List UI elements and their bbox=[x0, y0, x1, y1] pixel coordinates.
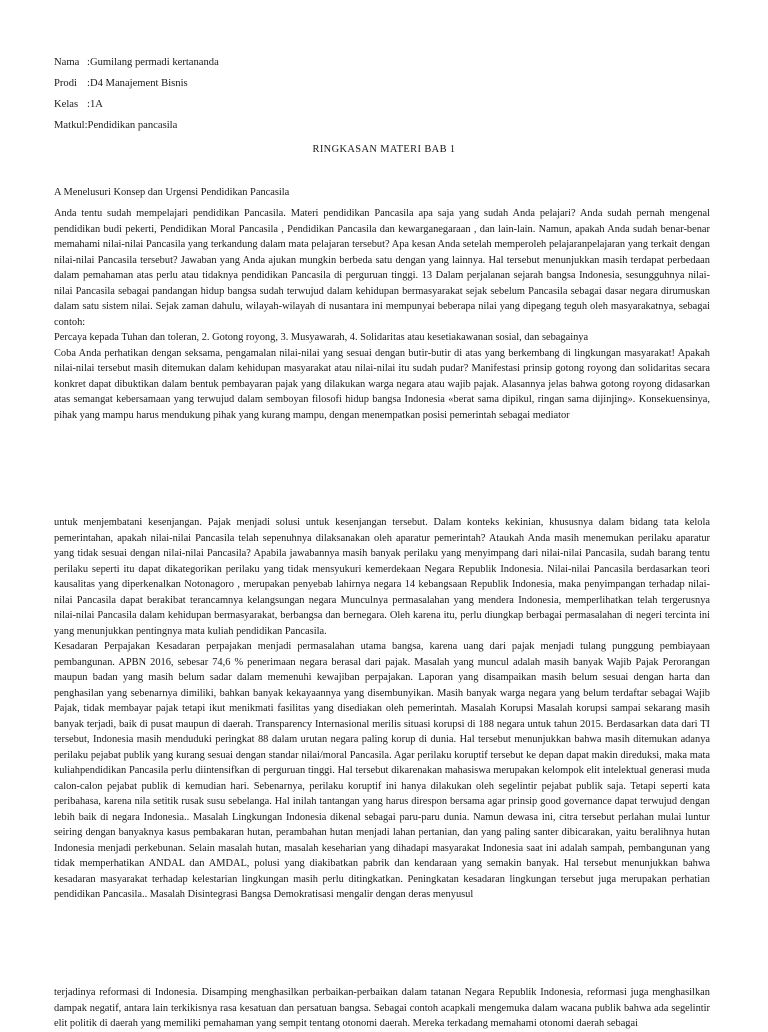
paragraph-text: Kesadaran Perpajakan Kesadaran perpajakan menjadi permasalahan utama bangsa, karena uang dari pajak menjadi tulang punggung pembiayaan pembangunan. APBN 2016, sebesar 74,6 % penerimaan negara berasal dari pajak. Masalah yang muncul adalah masih banyak Wajib Pajak Perorangan maupun badan yang masih belum sadar dalam memenuhi kewajiban perpajakan. Laporan yang disampaikan masih belum sesuai dengan harta dan penghasilan yang sebenarnya dimiliki, bahkan banyak kekayaannya yang disembunyikan. Masih banyak warga negara yang belum terdaftar sebagai Wajib Pajak, tidak membayar pajak tetapi ikut menikmati fasilitas yang disediakan oleh pemerintah. Masalah Korupsi Masalah korupsi sampai sekarang masih banyak terjadi, baik di pusat maupun di daerah. Transparency Internasional merilis situasi korupsi di 188 negara untuk tahun 2015. Berdasarkan data dari TI tersebut, Indonesia masih menduduki peringkat 88 dalam urutan negara paling korup di dunia. Hal tersebut menunjukkan bahwa masih ditemukan adanya perilaku pejabat publik yang kurang sesuai dengan standar nilai/moral Pancasila. Agar perilaku koruptif tersebut ke depan dapat makin direduksi, maka mata kuliahpendidikan Pancasila perlu diintensifkan di perguruan tinggi. Hal tersebut dikarenakan mahasiswa merupakan kelompok elit intelektual generasi muda calon-calon pejabat publik di kemudian hari. Sebenarnya, perilaku koruptif ini hanya dilakukan oleh segelintir pejabat publik saja. Tetapi seperti kata peribahasa, karena nila setitik rusak susu sebelanga. Hal inilah tantangan yang harus direspon bersama agar prinsip good governance dapat terwujud dengan lebih baik di negara Indonesia.. Masalah Lingkungan Indonesia dikenal sebagai paru-paru dunia. Namun dewasa ini, citra tersebut perlahan mulai luntur seiring dengan banyaknya kasus pembakaran hutan, perambahan hutan menjadi lahan pertanian, dan yang paling santer dibicarakan, yaitu beralihnya hutan Indonesia menjadi perkebunan. Selain masalah hutan, masalah keseharian yang dihadapi masyarakat Indonesia saat ini adalah sampah, pembangunan yang tidak memperhatikan ANDAL dan AMDAL, polusi yang diakibatkan pabrik dan kendaraan yang semakin banyak. Hal tersebut menunjukkan bahwa kesadaran masyarakat terhadap kelestarian lingkungan masih perlu ditingkatkan. Peningkatan kesadaran lingkungan tersebut juga merupakan perhatian pendidikan Pancasila.. Masalah Disintegrasi Bangsa Demokratisasi mengalir dengan deras menyusul bbox=[54, 641, 710, 900]
kelas-label: Kelas bbox=[54, 99, 79, 110]
paragraph-1 bbox=[54, 206, 710, 423]
name-row bbox=[54, 55, 219, 71]
prodi-value: :D4 Manajement Bisnis bbox=[87, 78, 188, 89]
paragraph-text: Anda tentu sudah mempelajari pendidikan Pancasila. Materi pendidikan Pancasila apa saja yang sudah Anda pelajari? Anda sudah pernah mengenal pendidikan budi pekerti, Pendidikan Moral Pancasila , Pendidikan Pancasila dan kewarganegaraan , dan lain-lain. Namun, apakah Anda sudah benar-benar memahami nilai-nilai Pancasila yang terkandung dalam mata pelajaran tersebut? Apa kesan Anda setelah memperoleh pelajaranpelajaran yang terkait dengan nilai-nilai Pancasila tersebut? Jawaban yang Anda ajukan mungkin berbeda satu dengan yang lainnya. Hal tersebut menunjukkan masih terdapat perbedaan dalam pemahaman atas perlu atau tidaknya pendidikan Pancasila di perguruan tinggi. 13 Dalam perjalanan sejarah bangsa Indonesia, sesungguhnya nilai-nilai Pancasila sebagai pandangan hidup bangsa sudah terwujud dalam kehidupan bermasyarakat sejak sebelum Pancasila sebagai dasar negara dirumuskan dalam satu sistem nilai. Sejak zaman dahulu, wilayah-wilayah di nusantara ini mempunyai beberapa nilai yang dipegang teguh oleh masyarakatnya, sebagai contoh: bbox=[54, 208, 710, 328]
paragraph-3 bbox=[54, 985, 710, 1032]
name-label: Nama bbox=[54, 57, 80, 68]
matkul-value: :Pendidikan pancasila bbox=[84, 120, 178, 131]
section-heading: A Menelusuri Konsep dan Urgensi Pendidikan Pancasila bbox=[54, 187, 290, 198]
matkul-label: Matkul bbox=[54, 120, 85, 131]
name-value: :Gumilang permadi kertananda bbox=[87, 57, 219, 68]
paragraph-text: Coba Anda perhatikan dengan seksama, pengamalan nilai-nilai yang sesuai dengan butir-butir di atas yang berkembang di lingkungan masyarakat! Apakah nilai-nilai tersebut masih ditemukan dalam kehidupan masyarakat atau nilai-nilai itu sudah pudar? Manifestasi prinsip gotong royong dan solidaritas secara konkret dapat dibuktikan dalam bentuk pembayaran pajak yang dilakukan warga negara atau wajib pajak. Alasannya jelas bahwa gotong royong didasarkan atas semangat kebersamaan yang terwujud dalam semboyan filosofi hidup bangsa Indonesia «berat sama dipikul, ringan sama dijinjing». Konsekuensinya, pihak yang mampu harus mendukung pihak yang kurang mampu, dengan menempatkan posisi pemerintah sebagai mediator bbox=[54, 347, 710, 421]
paragraph-2 bbox=[54, 515, 710, 903]
kelas-value: :1A bbox=[87, 99, 103, 110]
prodi-row bbox=[54, 76, 188, 92]
values-list: Percaya kepada Tuhan dan toleran, 2. Gotong royong, 3. Musyawarah, 4. Solidaritas atau kesetiakawanan sosial, dan sebagainya bbox=[54, 332, 589, 343]
page-title: RINGKASAN MATERI BAB 1 bbox=[312, 144, 456, 155]
matkul-row bbox=[54, 118, 177, 134]
prodi-label: Prodi bbox=[54, 78, 77, 89]
paragraph-text: terjadinya reformasi di Indonesia. Disamping menghasilkan perbaikan-perbaikan dalam tatanan Negara Republik Indonesia, reformasi juga menghasilkan dampak negatif, antara lain terkikisnya rasa kesatuan dan persatuan bangsa. Sebagai contoh acapkali mengemuka dalam wacana publik bahwa ada segelintir elit politik di daerah yang memiliki pemahaman yang sempit tentang otonomi daerah. Mereka terkadang memahami otonomi daerah sebagai bbox=[54, 987, 710, 1029]
kelas-row bbox=[54, 97, 103, 113]
paragraph-text: untuk menjembatani kesenjangan. Pajak menjadi solusi untuk kesenjangan tersebut. Dalam konteks kekinian, khususnya dalam bidang tata kelola pemerintahan, apakah nilai-nilai Pancasila telah sepenuhnya dilaksanakan oleh aparatur pemerintah? Ataukah Anda masih menemukan perilaku aparatur yang tidak sesuai dengan nilai-nilai Pancasila? Apabila jawabannya masih banyak perilaku yang menyimpang dari nilai-nilai Pancasila, sudah barang tentu perilaku seperti itu dapat dikategorikan perilaku yang tidak mensyukuri kemerdekaan Negara Republik Indonesia. Nilai-nilai Pancasila berdasarkan teori kausalitas yang diperkenalkan Notonagoro , merupakan penyebab lahirnya negara 14 kebangsaan Republik Indonesia, maka penyimpangan terhadap nilai-nilai Pancasila dapat berakibat terancamnya kelangsungan negara Munculnya permasalahan yang mendera Indonesia, memperlihatkan telah tergerusnya nilai-nilai Pancasila dalam kehidupan bermasyarakat, berbangsa dan bernegara. Oleh karena itu, perlu diungkap berbagai permasalahan di negeri tercinta ini yang menunjukkan pentingnya mata kuliah pendidikan Pancasila. bbox=[54, 517, 710, 637]
